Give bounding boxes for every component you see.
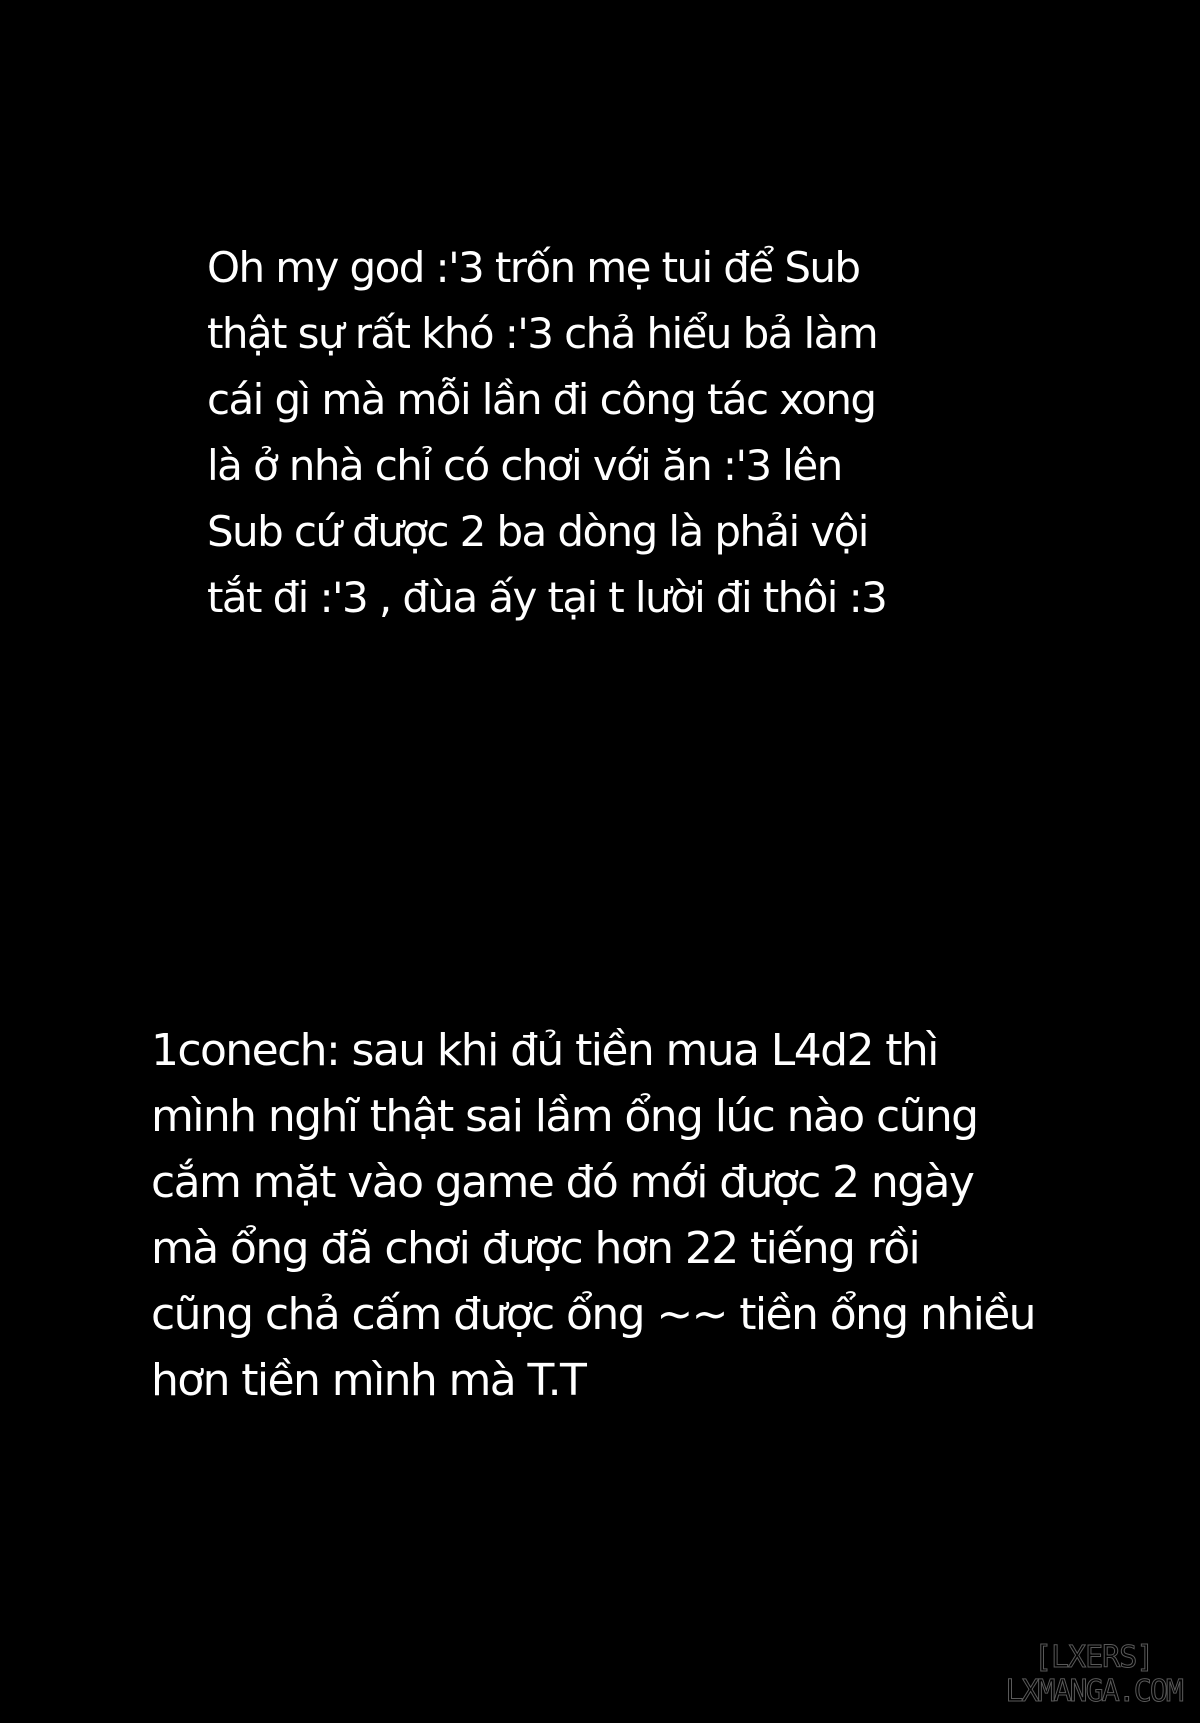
note-line: hơn tiền mình mà T.T	[151, 1355, 586, 1406]
note-line: cũng chả cấm được ổng ~~ tiền ổng nhiều	[151, 1289, 1035, 1340]
watermark-brand: [LXERS]	[1033, 1640, 1154, 1675]
watermark-url: LXMANGA.COM	[1005, 1674, 1182, 1709]
note-line: mình nghĩ thật sai lầm ổng lúc nào cũng	[151, 1091, 978, 1142]
note-line: tắt đi :'3 , đùa ấy tại t lười đi thôi :3	[207, 573, 887, 622]
note-line: cắm mặt vào game đó mới được 2 ngày	[151, 1157, 974, 1208]
site-watermark	[1005, 1641, 1182, 1709]
note-line: Oh my god :'3 trốn mẹ tui để Sub	[207, 243, 860, 292]
note-line: 1conech: sau khi đủ tiền mua L4d2 thì	[151, 1025, 938, 1076]
translator-note-top	[207, 235, 886, 631]
note-line: thật sự rất khó :'3 chả hiểu bả làm	[207, 309, 878, 358]
note-line: mà ổng đã chơi được hơn 22 tiếng rồi	[151, 1223, 920, 1274]
note-line: cái gì mà mỗi lần đi công tác xong	[207, 375, 876, 424]
translator-note-bottom	[151, 1018, 1035, 1414]
note-line: Sub cứ được 2 ba dòng là phải vội	[207, 507, 868, 556]
note-line: là ở nhà chỉ có chơi với ăn :'3 lên	[207, 441, 842, 490]
